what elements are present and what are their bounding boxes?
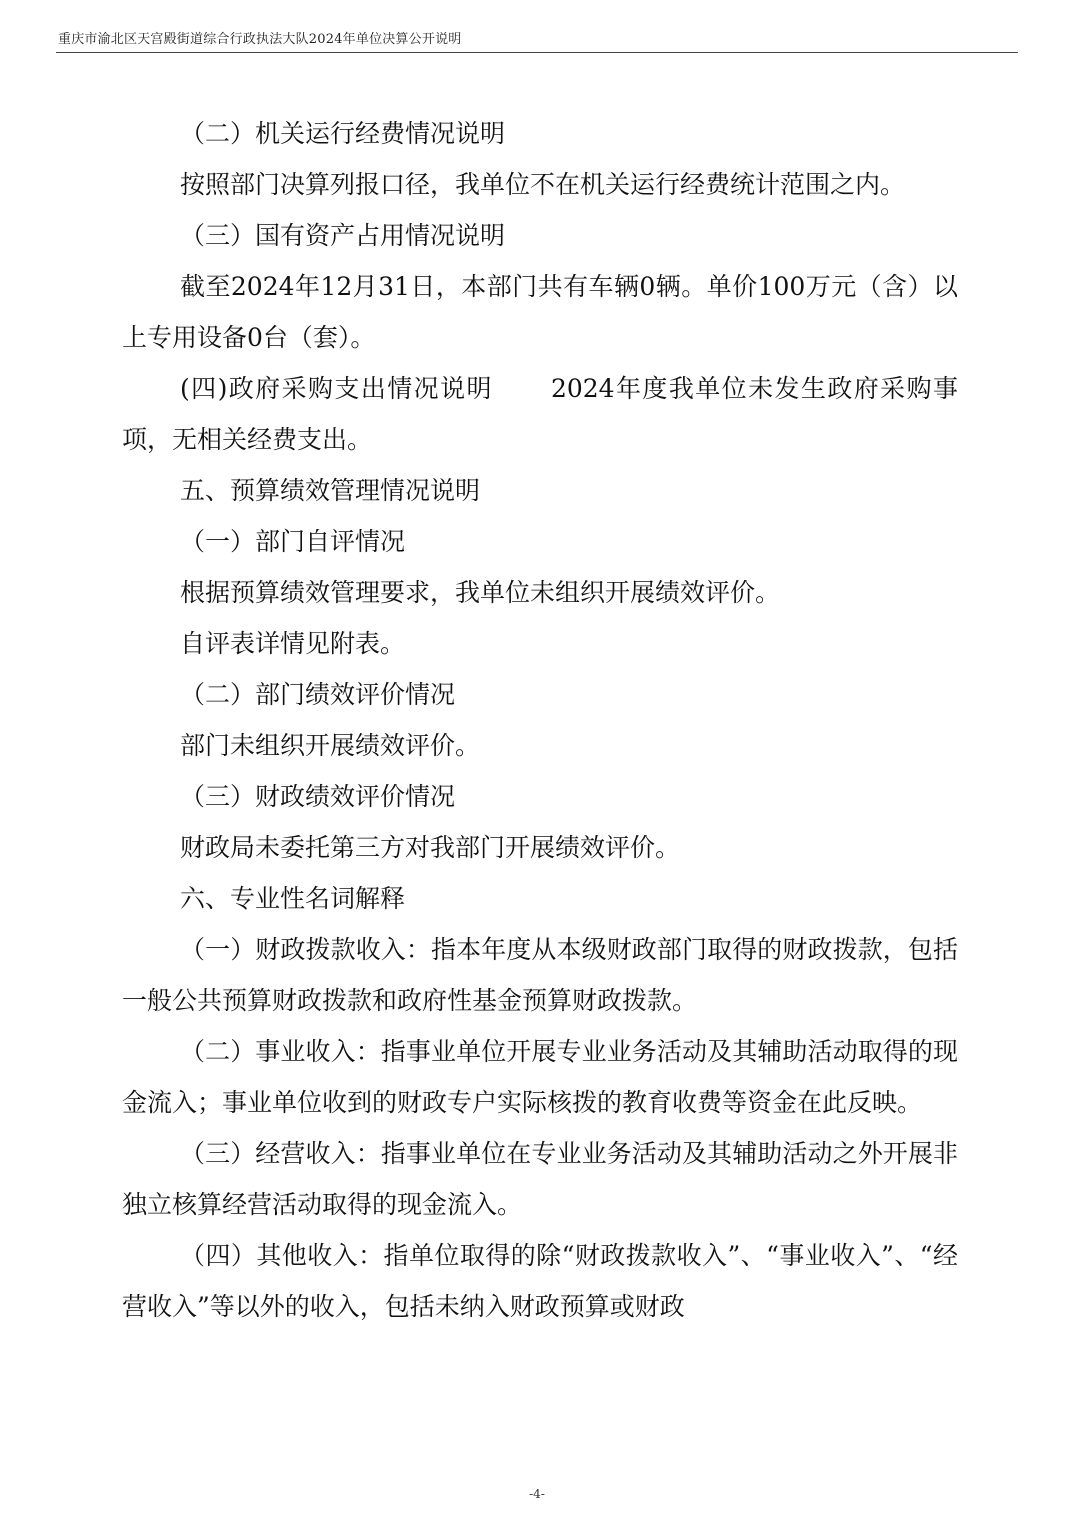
section-3-text: 截至2024年12月31日，本部门共有车辆0辆。单价100万元（含）以上专用设备0台（套）。 <box>122 272 958 352</box>
part-5-1-text-1: 根据预算绩效管理要求，我单位未组织开展绩效评价。 <box>180 578 781 607</box>
definition-3: （三）经营收入：指事业单位在专业业务活动及其辅助活动之外开展非独立核算经营活动取得的现金流入。 <box>122 1139 958 1219</box>
page-number: -4- <box>529 1487 545 1501</box>
part-5-3-text: 财政局未委托第三方对我部门开展绩效评价。 <box>180 833 681 862</box>
definition-2: （二）事业收入：指事业单位开展专业业务活动及其辅助活动取得的现金流入；事业单位收到的财政专户实际核拨的教育收费等资金在此反映。 <box>122 1037 958 1117</box>
document-body <box>122 108 958 1332</box>
part-5-2-text: 部门未组织开展绩效评价。 <box>180 731 481 760</box>
section-4-paragraph <box>122 363 958 465</box>
part-6-title: 六、专业性名词解释 <box>180 884 406 913</box>
running-header: 重庆市渝北区天宫殿街道综合行政执法大队2024年单位决算公开说明 <box>58 32 462 47</box>
definition-1: （一）财政拨款收入：指本年度从本级财政部门取得的财政拨款，包括一般公共预算财政拨款和政府性基金预算财政拨款。 <box>122 935 958 1015</box>
section-2-title: （二）机关运行经费情况说明 <box>180 119 506 148</box>
section-2-text: 按照部门决算列报口径，我单位不在机关运行经费统计范围之内。 <box>180 170 906 199</box>
part-5-1-text-2: 自评表详情见附表。 <box>180 629 406 658</box>
part-5-2-title: （二）部门绩效评价情况 <box>180 680 456 709</box>
section-4-title: (四)政府采购支出情况说明 <box>180 374 493 403</box>
definition-4: （四）其他收入：指单位取得的除“财政拨款收入”、“事业收入”、“经营收入”等以外的收入，包括未纳入财政预算或财政 <box>122 1241 958 1321</box>
part-5-title: 五、预算绩效管理情况说明 <box>180 476 481 505</box>
header-divider <box>56 52 1018 53</box>
part-5-3-title: （三）财政绩效评价情况 <box>180 782 456 811</box>
section-3-title: （三）国有资产占用情况说明 <box>180 221 506 250</box>
part-5-1-title: （一）部门自评情况 <box>180 527 406 556</box>
section-4-text: 2024年度我单位未发生政府采购事项，无相关经费支出。 <box>122 374 958 454</box>
